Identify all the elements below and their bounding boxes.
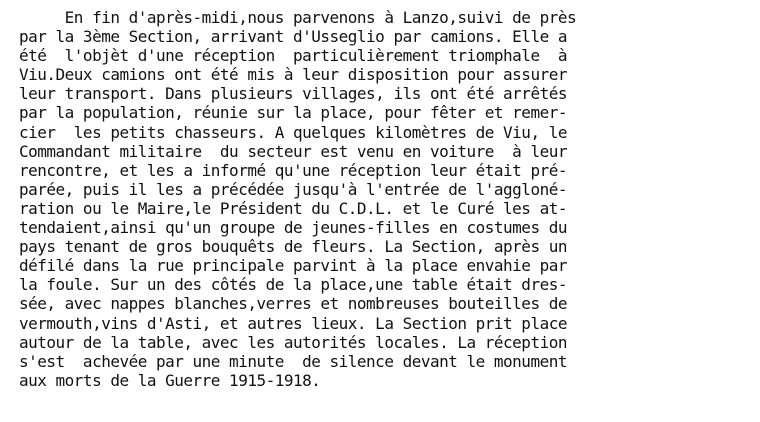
text-line-18: autour de la table, avec les autorités locales. La réception <box>19 332 567 352</box>
text-line-12: tendaient,ainsi qu'un groupe de jeunes-filles en costumes du <box>19 218 567 238</box>
text-line-14: défilé dans la rue principale parvint à la place envahie par <box>19 256 567 276</box>
text-line-17: vermouth,vins d'Asti, et autres lieux. La Section prit place <box>19 313 567 333</box>
text-line-1: En fin d'après-midi,nous parvenons à Lanzo,suivi de près <box>19 8 577 27</box>
text-line-13: pays tenant de gros bouquêts de fleurs. La Section, après un <box>19 237 567 257</box>
text-line-20: aux morts de la Guerre 1915-1918. <box>19 370 321 390</box>
text-line-7: cier les petits chasseurs. A quelques kilomètres de Viu, le <box>19 122 567 142</box>
text-line-2: par la 3ème Section, arrivant d'Usseglio par camions. Elle a <box>19 27 567 47</box>
text-line-19: s'est achevée par une minute de silence devant le monument <box>19 351 567 371</box>
text-line-9: rencontre, et les a informé qu'une réception leur était pré- <box>19 160 567 180</box>
text-line-10: parée, puis il les a précédée jusqu'à l'entrée de l'aggloné- <box>19 179 567 199</box>
text-line-6: par la population, réunie sur la place, pour fêter et remer- <box>19 103 567 123</box>
text-line-11: ration ou le Maire,le Président du C.D.L. et le Curé les at- <box>19 198 567 218</box>
text-line-8: Commandant militaire du secteur est venu en voiture à leur <box>19 141 567 161</box>
text-line-3: été l'objèt d'une réception particulièrement triomphale à <box>19 46 567 66</box>
text-line-4: Viu.Deux camions ont été mis à leur disposition pour assurer <box>19 65 567 85</box>
text-line-5: leur transport. Dans plusieurs villages, ils ont été arrêtés <box>19 84 567 104</box>
text-line-16: sée, avec nappes blanches,verres et nombreuses bouteilles de <box>19 294 567 314</box>
typewritten-paragraph <box>19 8 576 390</box>
text-line-15: la foule. Sur un des côtés de la place,une table était dres- <box>19 275 567 295</box>
